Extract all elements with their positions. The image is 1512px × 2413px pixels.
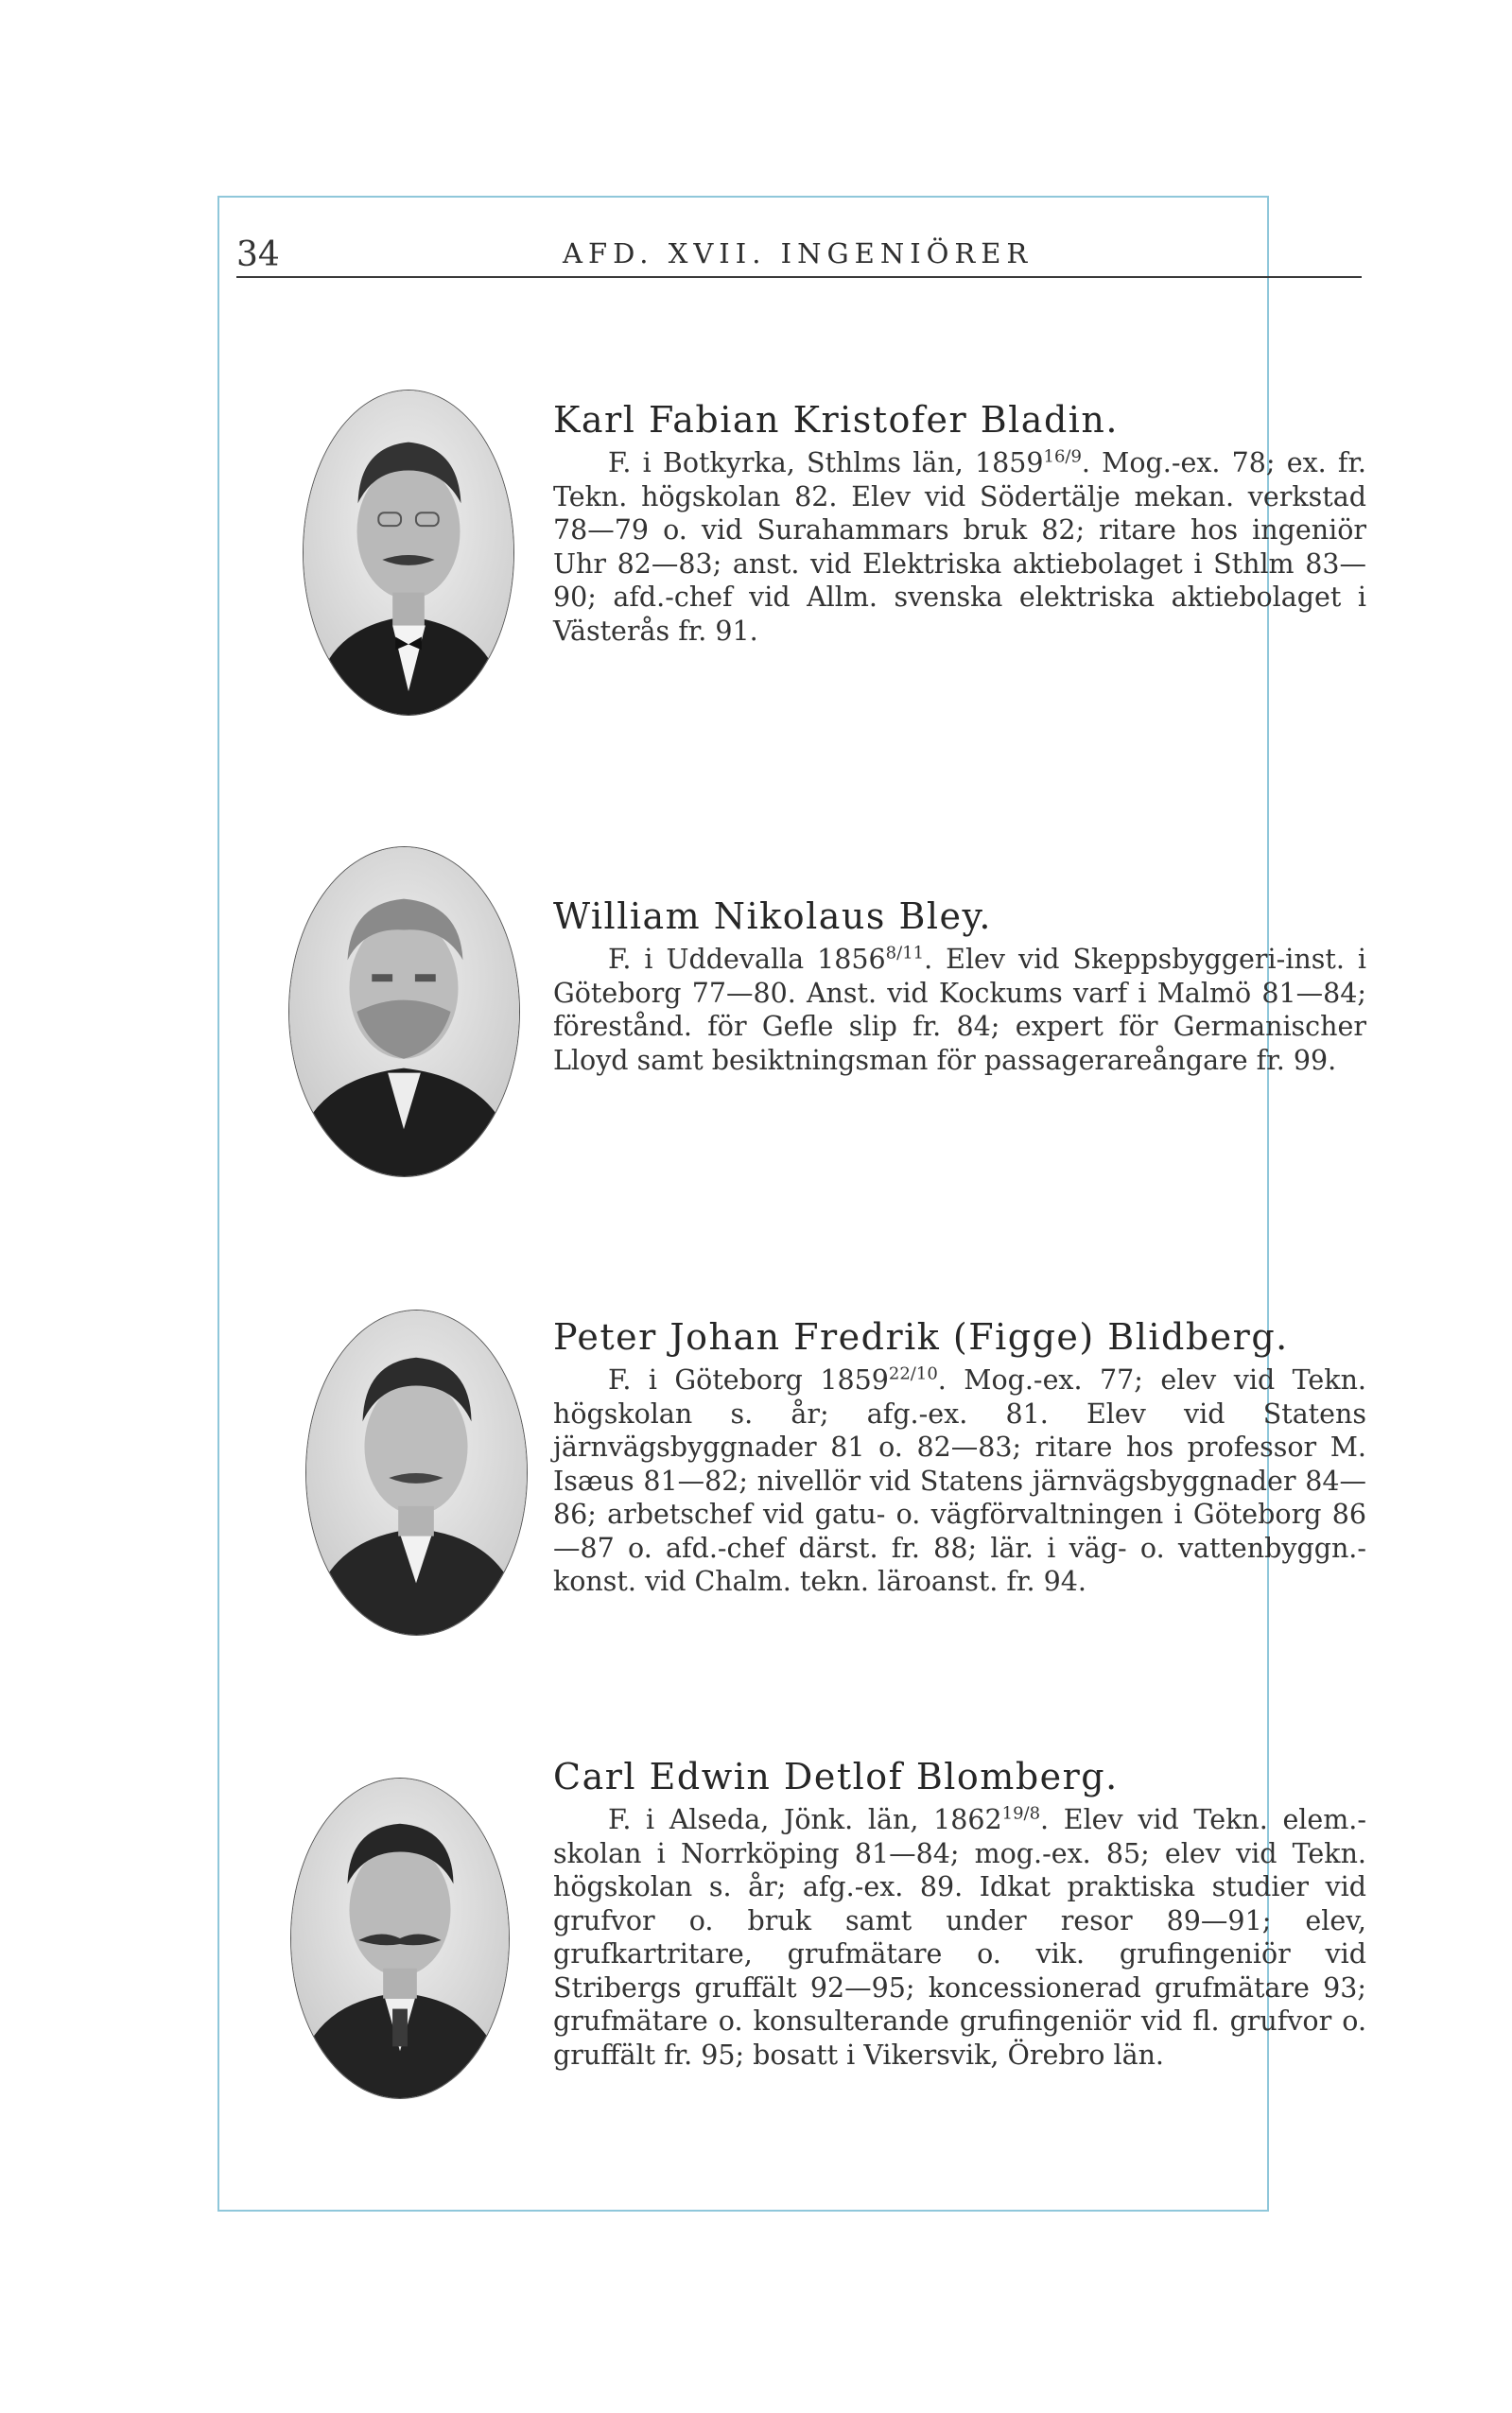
portrait-bley [288, 846, 520, 1177]
entry-bley [553, 894, 1366, 1077]
entry-bio: F. i Alseda, Jönk. län, $1862^{19/8}$. Elev vid Tekn. elem.-skolan i Norrköping 81—84; mog.-ex. 85; elev vid Tekn. högskolan s. år; afg.-ex. 89. Idkat praktiska studier vid grufvor o. bruk samt under resor 89—91; elev, grufkartritare, grufmätare o. vik. grufingeniör vid Stribergs gruffält 92—95; koncessionerad grufmätare 93; grufmätare o. konsulterande grufingeniör vid fl. grufvor o. gruffält fr. 95; bosatt i Vikersvik, Örebro län. [553, 1803, 1367, 2071]
entry-name: Peter Johan Fredrik (Figge) Blidberg. [553, 1316, 1289, 1358]
entry-bio: F. i Botkyrka, Sthlms län, $1859^{16/9}$. Mog.-ex. 78; ex. fr. Tekn. högskolan 82. Elev vid Södertälje mekan. verkstad 78—79 o. vid Surahammars bruk 82; ritare hos ingeniör Uhr 82—83; anst. vid Elektriska aktiebolaget i Sthlm 83—90; afd.-chef vid Allm. svenska elektriska aktiebolaget i Västerås fr. 91. [553, 446, 1366, 647]
entry-name: Karl Fabian Kristofer Bladin. [553, 399, 1119, 441]
entry-bio: F. i Göteborg $1859^{22/10}$. Mog.-ex. 77; elev vid Tekn. högskolan s. år; afg.-ex. 81. Elev vid Statens järnvägsbyggnader 81 o. 82—83; ritare hos professor M. Isæus 81—82; nivellör vid Statens järnvägsbyggnader 84—86; arbetschef vid gatu- o. vägförvaltningen i Göteborg 86—87 o. afd.-chef därst. fr. 88; lär. i väg- o. vattenbyggn.-konst. vid Chalm. tekn. läroanst. fr. 94. [553, 1363, 1366, 1597]
entry-blidberg [553, 1314, 1366, 1599]
portrait-blomberg [290, 1778, 510, 2099]
header-rule [236, 276, 1362, 278]
portrait-bladin [303, 390, 514, 716]
page-number: 34 [236, 235, 280, 274]
running-head: AFD. XVII. INGENIÖRER [563, 237, 1034, 269]
entry-name: William Nikolaus Bley. [553, 895, 993, 937]
portrait-blidberg [305, 1310, 528, 1636]
entry-name: Carl Edwin Detlof Blomberg. [553, 1756, 1119, 1797]
entry-bladin [553, 397, 1366, 648]
entry-blomberg [553, 1754, 1366, 2072]
entry-bio: F. i Uddevalla $1856^{8/11}$. Elev vid Skeppsbyggeri-inst. i Göteborg 77—80. Anst. vid Kockums varf i Malmö 81—84; förestånd. för Gefle slip fr. 84; expert för Germanischer Lloyd samt besiktningsman för passagerareångare fr. 99. [553, 943, 1366, 1076]
